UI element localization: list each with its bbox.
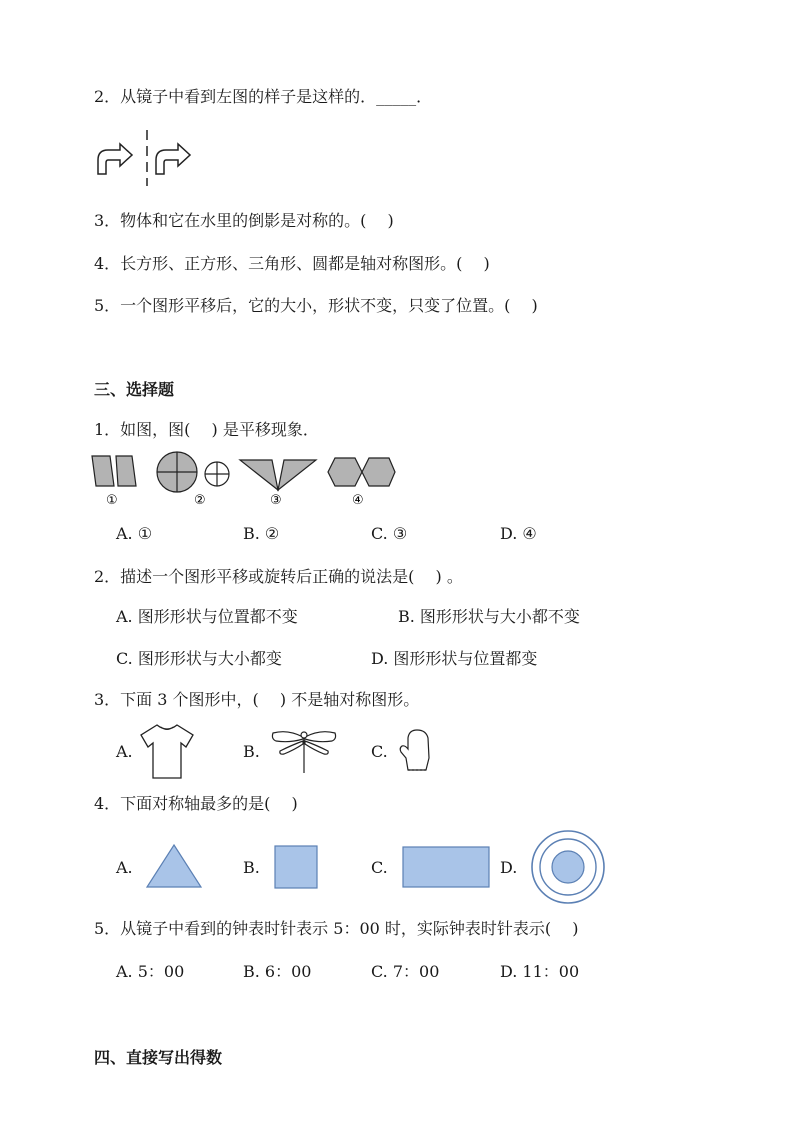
q3-option-b[interactable]: B. [243, 742, 260, 761]
figure-3-wings [240, 460, 316, 490]
q4-option-a[interactable]: A. [116, 858, 133, 877]
section-title-choice: 三、选择题 [94, 380, 175, 399]
choice-question-3: 3．下面 3 个图形中，( ) 不是轴对称图形。 [94, 690, 420, 709]
section-title-calculation: 四、直接写出得数 [94, 1048, 223, 1067]
q2-option-a[interactable]: A. 图形形状与位置都不变 [116, 607, 298, 626]
q1-option-a[interactable]: A. ① [116, 524, 153, 543]
mitten-icon [398, 728, 432, 774]
figure-label-3: ③ [270, 493, 282, 508]
figure-2-circles [157, 452, 229, 492]
translation-figures [90, 452, 400, 510]
tf-question-4: 4．长方形、正方形、三角形、圆都是轴对称图形。( ) [94, 254, 490, 273]
figure-4-octagons [328, 458, 395, 486]
choice-question-5: 5．从镜子中看到的钟表时针表示 5：00 时，实际钟表时针表示( ) [94, 919, 579, 938]
rectangle-shape [402, 846, 490, 888]
q1-option-b[interactable]: B. ② [243, 524, 280, 543]
tf-question-5: 5．一个图形平移后，它的大小，形状不变，只变了位置。( ) [94, 296, 538, 315]
figure-label-1: ① [106, 493, 118, 508]
q2-option-b[interactable]: B. 图形形状与大小都不变 [398, 607, 580, 626]
dragonfly-icon [270, 727, 338, 775]
q1-option-c[interactable]: C. ③ [371, 524, 408, 543]
q4-option-c[interactable]: C. [371, 858, 388, 877]
q4-option-b[interactable]: B. [243, 858, 260, 877]
q5-option-d[interactable]: D. 11：00 [500, 962, 580, 981]
curved-arrow-mirrored [156, 144, 190, 174]
q1-option-d[interactable]: D. ④ [500, 524, 537, 543]
figure-1-trapezoids [92, 456, 136, 486]
triangle-shape [145, 843, 203, 889]
q2-option-d[interactable]: D. 图形形状与位置都变 [371, 649, 538, 668]
choice-question-4: 4．下面对称轴最多的是( ) [94, 794, 298, 813]
choice-question-1: 1．如图，图( ) 是平移现象． [94, 420, 319, 439]
square-shape [274, 845, 318, 889]
q2-option-c[interactable]: C. 图形形状与大小都变 [116, 649, 282, 668]
q5-option-a[interactable]: A. 5：00 [116, 962, 185, 981]
concentric-circles-shape [530, 829, 606, 905]
choice-question-2: 2．描述一个图形平移或旋转后正确的说法是( ) 。 [94, 567, 463, 586]
q3-option-a[interactable]: A. [116, 742, 133, 761]
q3-option-c[interactable]: C. [371, 742, 388, 761]
q4-option-d[interactable]: D. [500, 858, 518, 877]
q5-option-c[interactable]: C. 7：00 [371, 962, 440, 981]
mirror-arrow-figure [94, 130, 204, 190]
figure-label-4: ④ [352, 493, 364, 508]
q5-option-b[interactable]: B. 6：00 [243, 962, 312, 981]
t-shirt-icon [140, 723, 195, 781]
curved-arrow-original [98, 144, 132, 174]
figure-label-2: ② [194, 493, 206, 508]
tf-question-3: 3．物体和它在水里的倒影是对称的。( ) [94, 211, 394, 230]
tf-question-2: 2．从镜子中看到左图的样子是这样的．_____． [94, 87, 433, 106]
